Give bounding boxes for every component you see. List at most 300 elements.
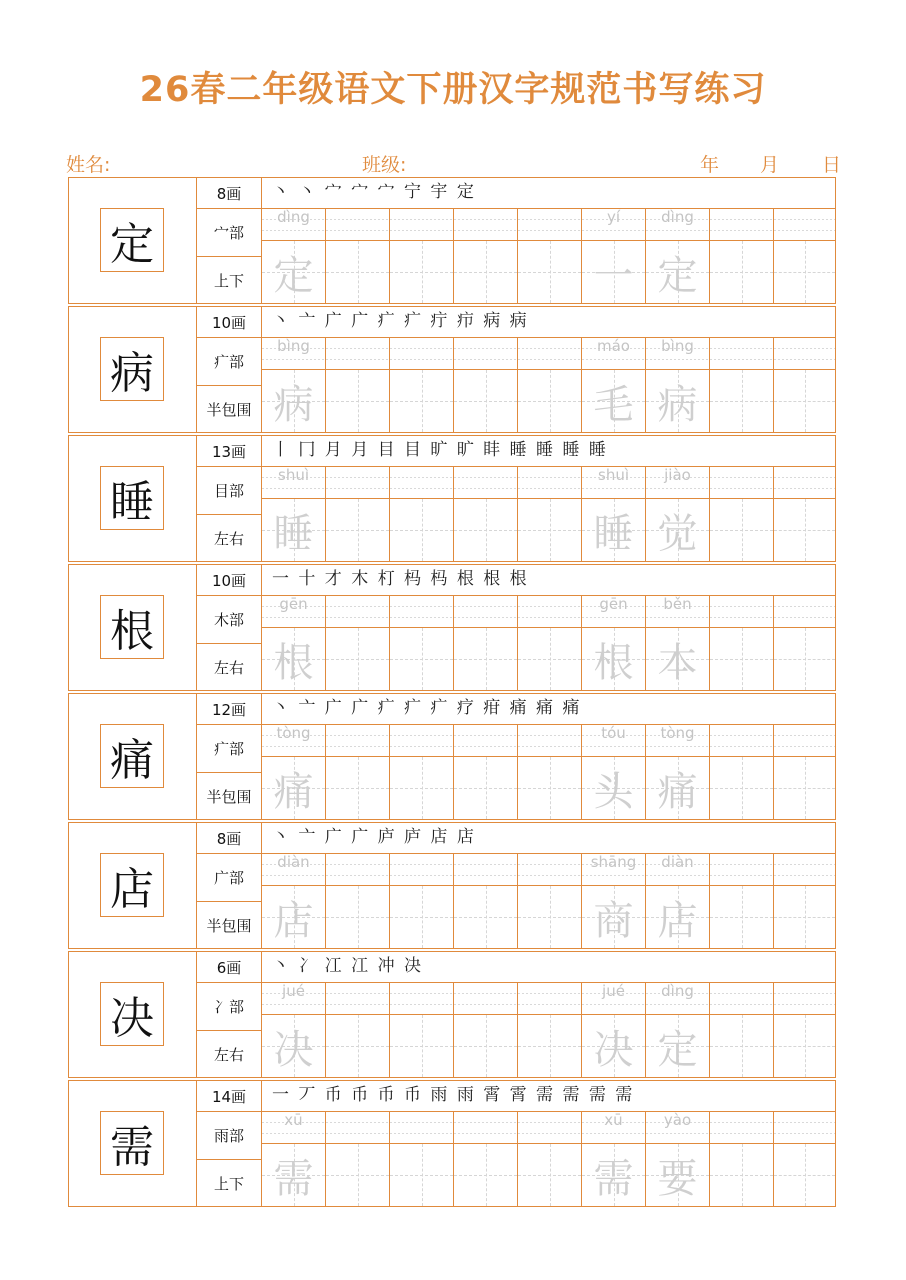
pinyin-line (518, 209, 581, 241)
writing-cell[interactable] (454, 596, 518, 690)
pinyin-text: tòng (660, 724, 695, 742)
tianzi-box (390, 241, 453, 303)
tianzi-box (454, 628, 517, 690)
tianzi-box (326, 1144, 389, 1206)
character-block (68, 951, 836, 1078)
writing-cell[interactable] (710, 338, 774, 432)
tianzi-box (390, 370, 453, 432)
pinyin-text: yào (663, 1111, 692, 1129)
writing-cell[interactable] (710, 467, 774, 561)
tianzi-box (390, 628, 453, 690)
pinyin-line (774, 209, 835, 241)
trace-character: 痛 (657, 768, 698, 815)
model-character: 决 (100, 982, 164, 1046)
model-character: 根 (100, 595, 164, 659)
pinyin-line (582, 1112, 645, 1144)
pinyin-text: dìng (277, 208, 310, 226)
radical: 广部 (197, 854, 261, 902)
trace-character: 定 (273, 252, 314, 299)
character-block (68, 822, 836, 949)
writing-cell[interactable] (646, 467, 710, 561)
pinyin-line (262, 467, 325, 499)
pinyin-line (390, 983, 453, 1015)
writing-cell[interactable] (646, 983, 710, 1077)
pinyin-line (710, 725, 773, 757)
character-info (197, 565, 262, 690)
writing-cell[interactable] (518, 209, 582, 303)
pinyin-line (518, 854, 581, 886)
pinyin-line (646, 209, 709, 241)
pinyin-line (454, 467, 517, 499)
model-character-cell (69, 565, 197, 690)
tianzi-box (646, 886, 709, 948)
pinyin-line (326, 854, 389, 886)
writing-cell[interactable] (326, 209, 390, 303)
trace-character: 定 (657, 1026, 698, 1073)
stroke-count: 12画 (197, 694, 261, 725)
writing-cell[interactable] (390, 725, 454, 819)
month-label: 月 (760, 154, 780, 176)
stroke-order: 丶 冫 冮 冮 冲 决 (262, 952, 835, 983)
trace-character: 定 (657, 252, 698, 299)
trace-character: 需 (273, 1155, 314, 1202)
pinyin-text: jué (602, 982, 625, 1000)
tianzi-box (326, 628, 389, 690)
stroke-order: 丶 丶 宀 宀 宀 宁 宇 定 (262, 178, 835, 209)
pinyin-line (710, 338, 773, 370)
trace-character: 店 (657, 897, 698, 944)
tianzi-box (710, 628, 773, 690)
name-label: 姓名: (66, 154, 111, 176)
writing-cell[interactable] (326, 1112, 390, 1206)
writing-cell[interactable] (326, 467, 390, 561)
pinyin-line (518, 725, 581, 757)
tianzi-box (710, 241, 773, 303)
tianzi-box (582, 1144, 645, 1206)
writing-cell[interactable] (326, 596, 390, 690)
pinyin-line (774, 467, 835, 499)
pinyin-text: jiào (664, 466, 691, 484)
pinyin-line (518, 338, 581, 370)
tianzi-box (710, 1144, 773, 1206)
writing-cell[interactable] (390, 209, 454, 303)
pinyin-line (390, 596, 453, 628)
radical: 木部 (197, 596, 261, 644)
tianzi-box (774, 886, 835, 948)
pinyin-text: gēn (599, 595, 628, 613)
writing-cell[interactable] (262, 209, 326, 303)
writing-cell[interactable] (774, 1112, 835, 1206)
pinyin-line (518, 596, 581, 628)
writing-cell[interactable] (582, 983, 646, 1077)
radical: 冫部 (197, 983, 261, 1031)
structure: 左右 (213, 658, 244, 677)
writing-cell[interactable] (326, 854, 390, 948)
tianzi-box (518, 241, 581, 303)
writing-cell[interactable] (454, 983, 518, 1077)
writing-cell[interactable] (710, 983, 774, 1077)
writing-grid (262, 596, 835, 690)
character-info (197, 436, 262, 561)
pinyin-line (582, 725, 645, 757)
stroke-order: 丨 冂 月 月 目 目 旷 旷 盽 睡 睡 睡 睡 (262, 436, 835, 467)
stroke-order: 一 十 才 木 朾 杩 杩 根 根 根 (262, 565, 835, 596)
tianzi-box (710, 757, 773, 819)
model-character: 定 (100, 208, 164, 272)
tianzi-box (326, 757, 389, 819)
pinyin-line (710, 209, 773, 241)
stroke-count: 14画 (197, 1081, 261, 1112)
stroke-count: 13画 (197, 436, 261, 467)
writing-cell[interactable] (774, 596, 835, 690)
writing-cell[interactable] (262, 854, 326, 948)
pinyin-line (710, 596, 773, 628)
structure: 半包围 (206, 787, 252, 806)
pinyin-line (582, 338, 645, 370)
stroke-count: 8画 (197, 823, 261, 854)
tianzi-box (646, 1144, 709, 1206)
writing-cell[interactable] (710, 1112, 774, 1206)
pinyin-text: gēn (279, 595, 308, 613)
tianzi-box (326, 241, 389, 303)
tianzi-box (262, 757, 325, 819)
pinyin-line (326, 596, 389, 628)
pinyin-text: diàn (277, 853, 310, 871)
pinyin-line (518, 983, 581, 1015)
writing-cell[interactable] (582, 467, 646, 561)
pinyin-text: tóu (601, 724, 626, 742)
trace-character: 本 (657, 639, 698, 686)
writing-cell[interactable] (518, 725, 582, 819)
trace-character: 一 (593, 252, 634, 299)
tianzi-box (454, 1144, 517, 1206)
writing-cell[interactable] (646, 338, 710, 432)
stroke-count: 8画 (197, 178, 261, 209)
character-info (197, 694, 262, 819)
structure: 上下 (213, 271, 244, 290)
radical: 雨部 (197, 1112, 261, 1160)
tianzi-box (326, 370, 389, 432)
structure: 上下 (213, 1174, 244, 1193)
writing-cell[interactable] (262, 1112, 326, 1206)
pinyin-line (262, 725, 325, 757)
model-character-cell (69, 178, 197, 303)
tianzi-box (262, 886, 325, 948)
tianzi-box (262, 499, 325, 561)
tianzi-box (774, 1144, 835, 1206)
pinyin-line (262, 854, 325, 886)
writing-cell[interactable] (390, 1112, 454, 1206)
character-block (68, 1080, 836, 1207)
pinyin-text: shuì (278, 466, 309, 484)
pinyin-line (646, 854, 709, 886)
writing-cell[interactable] (582, 209, 646, 303)
tianzi-box (774, 1015, 835, 1077)
writing-cell[interactable] (518, 596, 582, 690)
pinyin-line (646, 338, 709, 370)
tianzi-box (518, 628, 581, 690)
model-character-cell (69, 823, 197, 948)
pinyin-text: xū (604, 1111, 623, 1129)
tianzi-box (454, 1015, 517, 1077)
pinyin-line (390, 725, 453, 757)
trace-character: 根 (273, 639, 314, 686)
writing-cell[interactable] (774, 209, 835, 303)
writing-cell[interactable] (454, 854, 518, 948)
structure: 左右 (213, 1045, 244, 1064)
structure: 半包围 (206, 916, 252, 935)
model-character: 店 (100, 853, 164, 917)
pinyin-line (518, 467, 581, 499)
writing-cell[interactable] (390, 983, 454, 1077)
writing-cell[interactable] (774, 983, 835, 1077)
tianzi-box (710, 370, 773, 432)
character-block (68, 693, 836, 820)
writing-grid (262, 983, 835, 1077)
model-character-cell (69, 1081, 197, 1206)
model-character-cell (69, 436, 197, 561)
writing-cell[interactable] (774, 854, 835, 948)
writing-cell[interactable] (262, 338, 326, 432)
trace-character: 要 (657, 1155, 698, 1202)
pinyin-text: shuì (598, 466, 629, 484)
model-character: 需 (100, 1111, 164, 1175)
pinyin-line (326, 209, 389, 241)
pinyin-line (582, 467, 645, 499)
writing-cell[interactable] (390, 854, 454, 948)
pinyin-line (774, 596, 835, 628)
pinyin-line (454, 983, 517, 1015)
writing-cell[interactable] (646, 209, 710, 303)
pinyin-line (454, 338, 517, 370)
pinyin-text: tòng (276, 724, 311, 742)
tianzi-box (646, 370, 709, 432)
tianzi-box (646, 628, 709, 690)
writing-cell[interactable] (774, 338, 835, 432)
writing-cell[interactable] (710, 596, 774, 690)
writing-cell[interactable] (582, 1112, 646, 1206)
tianzi-box (774, 757, 835, 819)
model-character-cell (69, 307, 197, 432)
tianzi-box (518, 1144, 581, 1206)
pinyin-line (774, 725, 835, 757)
pinyin-line (710, 467, 773, 499)
pinyin-line (262, 1112, 325, 1144)
writing-cell[interactable] (646, 854, 710, 948)
stroke-order: 丶 亠 广 广 疒 疒 疒 疗 疳 痛 痛 痛 (262, 694, 835, 725)
writing-cell[interactable] (262, 983, 326, 1077)
tianzi-box (710, 499, 773, 561)
writing-cell[interactable] (262, 467, 326, 561)
tianzi-box (518, 499, 581, 561)
stroke-order: 丶 亠 广 广 疒 疒 疔 疖 病 病 (262, 307, 835, 338)
writing-cell[interactable] (582, 725, 646, 819)
writing-cell[interactable] (646, 725, 710, 819)
writing-cell[interactable] (326, 983, 390, 1077)
writing-grid (262, 725, 835, 819)
pinyin-text: jué (282, 982, 305, 1000)
writing-grid (262, 467, 835, 561)
writing-cell[interactable] (454, 209, 518, 303)
writing-cell[interactable] (710, 209, 774, 303)
pinyin-line (390, 854, 453, 886)
tianzi-box (326, 499, 389, 561)
writing-cell[interactable] (710, 725, 774, 819)
pinyin-line (454, 1112, 517, 1144)
stroke-order: 一 丆 币 币 币 币 雨 雨 霄 霄 需 需 需 需 (262, 1081, 835, 1112)
trace-character: 病 (657, 381, 698, 428)
pinyin-line (262, 338, 325, 370)
tianzi-box (262, 370, 325, 432)
model-character-cell (69, 694, 197, 819)
writing-cell[interactable] (646, 1112, 710, 1206)
tianzi-box (454, 241, 517, 303)
class-label: 班级: (362, 154, 407, 176)
tianzi-box (646, 1015, 709, 1077)
pinyin-text: shāng (590, 853, 637, 871)
pinyin-text: běn (663, 595, 692, 613)
writing-cell[interactable] (454, 1112, 518, 1206)
pinyin-line (262, 983, 325, 1015)
tianzi-box (454, 757, 517, 819)
tianzi-box (646, 499, 709, 561)
model-character: 睡 (100, 466, 164, 530)
trace-character: 根 (593, 639, 634, 686)
stroke-order: 丶 亠 广 广 庐 庐 店 店 (262, 823, 835, 854)
pinyin-line (262, 596, 325, 628)
tianzi-box (262, 1144, 325, 1206)
tianzi-box (518, 370, 581, 432)
writing-cell[interactable] (518, 467, 582, 561)
writing-cell[interactable] (454, 467, 518, 561)
writing-cell[interactable] (390, 596, 454, 690)
radical: 疒部 (197, 338, 261, 386)
writing-cell[interactable] (518, 983, 582, 1077)
tianzi-box (390, 1015, 453, 1077)
character-info (197, 178, 262, 303)
tianzi-box (390, 757, 453, 819)
tianzi-box (518, 757, 581, 819)
trace-character: 店 (273, 897, 314, 944)
pinyin-line (646, 596, 709, 628)
pinyin-line (390, 1112, 453, 1144)
pinyin-text: diàn (661, 853, 694, 871)
writing-cell[interactable] (518, 854, 582, 948)
tianzi-box (390, 1144, 453, 1206)
tianzi-box (710, 886, 773, 948)
tianzi-box (774, 370, 835, 432)
model-character-cell (69, 952, 197, 1077)
tianzi-box (582, 757, 645, 819)
tianzi-box (582, 241, 645, 303)
tianzi-box (774, 241, 835, 303)
writing-cell[interactable] (582, 854, 646, 948)
tianzi-box (774, 499, 835, 561)
tianzi-box (262, 628, 325, 690)
writing-cell[interactable] (646, 596, 710, 690)
character-info (197, 823, 262, 948)
pinyin-line (774, 854, 835, 886)
pinyin-line (582, 596, 645, 628)
writing-cell[interactable] (774, 725, 835, 819)
pinyin-line (454, 209, 517, 241)
pinyin-line (646, 983, 709, 1015)
writing-cell[interactable] (262, 596, 326, 690)
pinyin-line (390, 338, 453, 370)
pinyin-line (646, 1112, 709, 1144)
trace-character: 头 (593, 768, 634, 815)
tianzi-box (582, 370, 645, 432)
writing-cell[interactable] (454, 725, 518, 819)
trace-character: 病 (273, 381, 314, 428)
pinyin-line (774, 338, 835, 370)
trace-character: 睡 (593, 510, 634, 557)
stroke-count: 10画 (197, 307, 261, 338)
writing-cell[interactable] (390, 338, 454, 432)
writing-cell[interactable] (518, 338, 582, 432)
writing-cell[interactable] (326, 338, 390, 432)
character-block (68, 435, 836, 562)
writing-cell[interactable] (774, 467, 835, 561)
writing-cell[interactable] (582, 596, 646, 690)
tianzi-box (582, 1015, 645, 1077)
tianzi-box (326, 886, 389, 948)
writing-cell[interactable] (454, 338, 518, 432)
pinyin-line (710, 983, 773, 1015)
pinyin-line (326, 338, 389, 370)
tianzi-box (454, 370, 517, 432)
trace-character: 痛 (273, 768, 314, 815)
character-info (197, 1081, 262, 1206)
model-character: 病 (100, 337, 164, 401)
pinyin-line (326, 1112, 389, 1144)
tianzi-box (646, 757, 709, 819)
pinyin-line (774, 1112, 835, 1144)
writing-cell[interactable] (326, 725, 390, 819)
pinyin-line (454, 725, 517, 757)
tianzi-box (518, 886, 581, 948)
pinyin-line (454, 854, 517, 886)
radical: 疒部 (197, 725, 261, 773)
tianzi-box (454, 499, 517, 561)
pinyin-text: bìng (277, 337, 310, 355)
writing-cell[interactable] (262, 725, 326, 819)
character-info (197, 307, 262, 432)
pinyin-text: yí (606, 208, 621, 226)
pinyin-line (582, 983, 645, 1015)
writing-grid (262, 1112, 835, 1206)
character-info (197, 952, 262, 1077)
character-block (68, 177, 836, 304)
pinyin-line (262, 209, 325, 241)
tianzi-box (262, 241, 325, 303)
character-block (68, 306, 836, 433)
pinyin-text: dìng (661, 208, 694, 226)
pinyin-line (326, 725, 389, 757)
pinyin-line (582, 854, 645, 886)
radical: 目部 (197, 467, 261, 515)
writing-cell[interactable] (710, 854, 774, 948)
pinyin-line (390, 467, 453, 499)
writing-cell[interactable] (518, 1112, 582, 1206)
writing-cell[interactable] (582, 338, 646, 432)
trace-character: 商 (593, 897, 634, 944)
tianzi-box (582, 886, 645, 948)
writing-cell[interactable] (390, 467, 454, 561)
pinyin-line (646, 467, 709, 499)
tianzi-box (518, 1015, 581, 1077)
model-character: 痛 (100, 724, 164, 788)
